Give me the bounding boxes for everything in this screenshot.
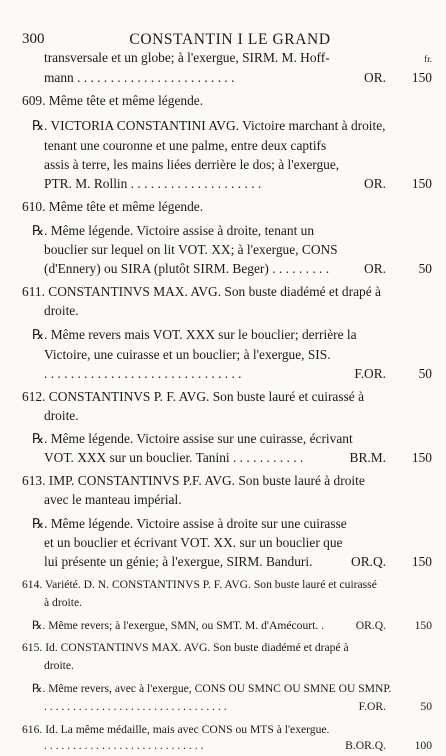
line-text: ℞. Même légende. Victoire assise à droite sur une cuirasse <box>32 516 347 531</box>
price: 50 <box>418 261 432 276</box>
line-text: 616. Id. La même médaille, mais avec CONS ou MTS à l'exergue. <box>22 723 330 736</box>
price: 150 <box>411 176 432 191</box>
catalog-line <box>0 259 446 279</box>
currency-label: fr. <box>424 54 432 64</box>
catalog-line <box>0 68 446 88</box>
catalog-line <box>0 638 446 658</box>
line-text: . . . . . . . . . . . . . . . . . . . . . . . . . . . . <box>44 739 204 752</box>
line-text: VOT. XXX sur un bouclier. Tanini . . . . . . . . . . . <box>44 450 304 465</box>
catalog-line <box>0 221 446 241</box>
catalog-line <box>0 471 446 491</box>
catalog-line <box>0 174 446 194</box>
catalog-line <box>0 155 446 175</box>
metal-grade: OR.Q. <box>351 554 386 569</box>
line-text: 610. Même tête et même légende. <box>22 199 204 214</box>
line-text: Victoire, une cuirasse et un bouclier; à l'exergue, SIS. <box>44 347 331 362</box>
line-text: ℞. Même revers, avec à l'exergue, CONS OU SMNC OU SMNE OU SMNP. <box>32 682 392 695</box>
price: 50 <box>420 700 432 713</box>
metal-grade: OR.Q. <box>355 619 386 632</box>
catalog-line <box>0 697 446 717</box>
catalog-line <box>0 490 446 510</box>
metal-grade: OR. <box>364 176 386 191</box>
metal-grade: F.OR. <box>354 366 386 381</box>
catalog-line <box>0 736 446 756</box>
line-text: 614. Variété. D. N. CONSTANTINVS P. F. AVG. Son buste lauré et cuirassé <box>22 578 377 591</box>
catalog-line <box>0 406 446 426</box>
line-text: droite. <box>44 408 79 423</box>
line-text: assis à terre, les mains liées derrière le dos; à l'exergue, <box>44 157 340 172</box>
catalog-line <box>0 552 446 572</box>
line-text: 615. Id. CONSTANTINVS MAX. AVG. Son buste diadémé et drapé à <box>22 641 349 654</box>
line-text: droite. <box>44 659 74 672</box>
metal-grade: OR. <box>364 261 386 276</box>
line-text: droite. <box>44 303 79 318</box>
line-text: PTR. M. Rollin . . . . . . . . . . . . . . . . . . . . <box>44 176 262 191</box>
line-text: ℞. Même revers mais VOT. XXX sur le bouclier; derrière la <box>32 327 357 342</box>
metal-grade: F.OR. <box>358 700 386 713</box>
line-text: bouclier sur lequel on lit VOT. XX; à l'exergue, CONS <box>44 242 338 257</box>
price: 150 <box>411 70 432 85</box>
price: 50 <box>418 366 432 381</box>
line-text: 611. CONSTANTINVS MAX. AVG. Son buste diadémé et drapé à <box>22 284 381 299</box>
catalog-line <box>0 136 446 156</box>
catalog-line <box>0 91 446 111</box>
catalog-line <box>0 593 446 613</box>
line-text: ℞. Même légende. Victoire assise à droite, tenant un <box>32 223 315 238</box>
price: 150 <box>414 619 432 632</box>
line-text: 612. CONSTANTINVS P. F. AVG. Son buste lauré et cuirassé à <box>22 389 365 404</box>
line-text: lui présente un génie; à l'exergue, SIRM. Banduri. <box>44 554 313 569</box>
catalog-line <box>0 429 446 449</box>
catalog-line <box>0 656 446 676</box>
line-text: 613. IMP. CONSTANTINVS P.F. AVG. Son buste lauré à droite <box>22 473 365 488</box>
catalog-line <box>0 345 446 365</box>
catalog-line <box>0 448 446 468</box>
price: 150 <box>411 450 432 465</box>
catalog-line <box>0 364 446 384</box>
line-text: et un bouclier et écrivant VOT. XX. sur un bouclier que <box>44 535 343 550</box>
catalog-line <box>0 116 446 136</box>
line-text: . . . . . . . . . . . . . . . . . . . . . . . . . . . . . . . . <box>44 700 227 713</box>
line-text: mann . . . . . . . . . . . . . . . . . . . . . . . . <box>44 70 235 85</box>
catalog-line <box>0 301 446 321</box>
metal-grade: B.OR.Q. <box>345 739 386 752</box>
line-text: (d'Ennery) ou SIRA (plutôt SIRM. Beger) . . . . . . . . . <box>44 261 330 276</box>
line-text: transversale et un globe; à l'exergue, SIRM. M. Hoff- <box>44 50 330 65</box>
line-text: ℞. VICTORIA CONSTANTINI AVG. Victoire marchant à droite, <box>32 118 386 133</box>
line-text: à droite. <box>44 596 82 609</box>
catalog-line <box>0 197 446 217</box>
catalog-line <box>0 282 446 302</box>
price: 100 <box>414 739 432 752</box>
catalog-line <box>0 240 446 260</box>
line-text: tenant une couronne et une palme, entre deux captifs <box>44 138 327 153</box>
line-text: 609. Même tête et même légende. <box>22 93 204 108</box>
metal-grade: BR.M. <box>349 450 386 465</box>
page-number: 300 <box>22 31 45 47</box>
running-title: CONSTANTIN I LE GRAND <box>129 31 331 48</box>
metal-grade: OR. <box>364 70 386 85</box>
catalog-line <box>0 387 446 407</box>
catalog-line <box>0 533 446 553</box>
price: 150 <box>411 554 432 569</box>
line-text: ℞. Même légende. Victoire assise sur une cuirasse, écrivant <box>32 431 353 446</box>
catalog-line <box>0 514 446 534</box>
line-text: . . . . . . . . . . . . . . . . . . . . . . . . . . . . . . <box>44 366 242 381</box>
catalog-line <box>0 325 446 345</box>
catalog-line <box>0 616 446 636</box>
catalog-line <box>0 48 446 68</box>
line-text: avec le manteau impérial. <box>44 492 182 507</box>
catalog-line <box>0 575 446 595</box>
catalog-line <box>0 679 446 699</box>
line-text: ℞. Même revers; à l'exergue, SMN, ou SMT. M. d'Amécourt. . <box>32 619 325 632</box>
